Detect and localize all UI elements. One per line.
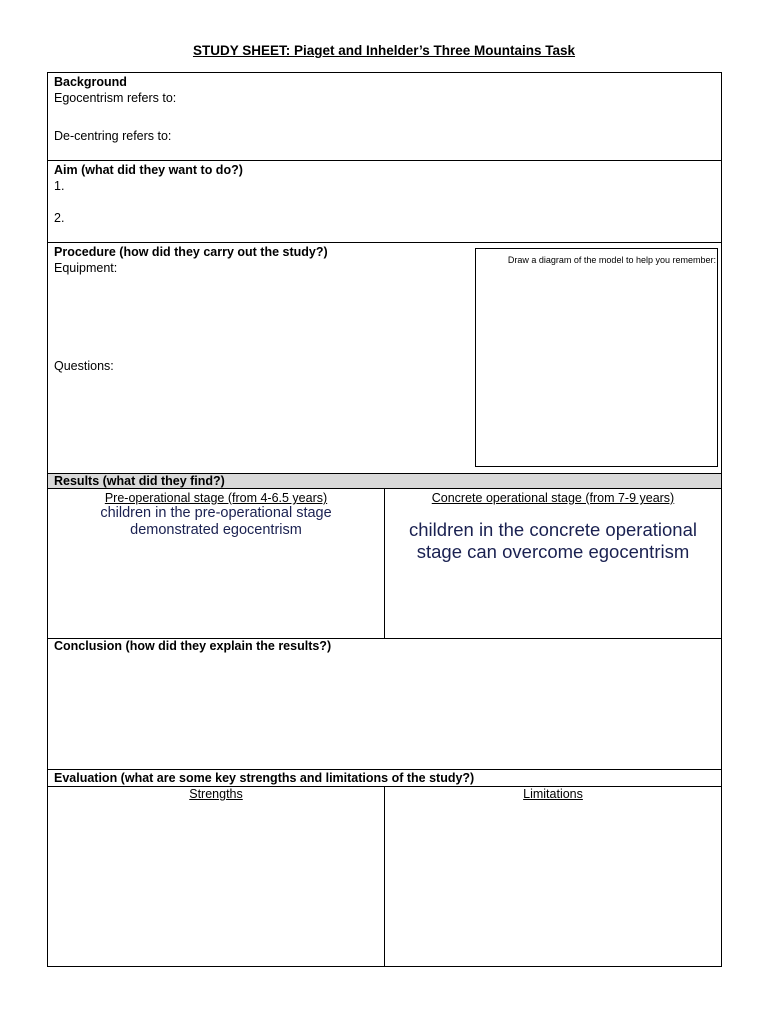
results-section xyxy=(47,473,722,639)
background-section xyxy=(47,72,722,161)
aim-heading: Aim (what did they want to do?) xyxy=(54,163,243,177)
aim-item-2: 2. xyxy=(54,211,65,225)
concrete-operational-heading: Concrete operational stage (from 7-9 years) xyxy=(431,491,675,505)
limitations-heading: Limitations xyxy=(523,787,583,801)
egocentrism-label: Egocentrism refers to: xyxy=(54,91,177,105)
procedure-heading: Procedure (how did they carry out the study?) xyxy=(54,245,328,259)
strengths-heading: Strengths xyxy=(189,787,243,801)
page-title: STUDY SHEET: Piaget and Inhelder’s Three Mountains Task xyxy=(192,43,576,58)
preoperational-cell xyxy=(48,489,385,639)
conclusion-section xyxy=(47,638,722,770)
results-heading: Results (what did they find?) xyxy=(48,474,721,489)
concrete-operational-cell xyxy=(385,489,721,639)
concrete-operational-answer: children in the concrete operational stage can overcome egocentrism xyxy=(409,519,697,562)
diagram-prompt: Draw a diagram of the model to help you remember: xyxy=(507,255,716,265)
procedure-section xyxy=(47,242,722,474)
aim-item-1: 1. xyxy=(54,179,65,193)
preoperational-answer: children in the pre-operational stage demonstrated egocentrism xyxy=(100,505,332,538)
diagram-box xyxy=(475,248,718,467)
conclusion-heading: Conclusion (how did they explain the results?) xyxy=(54,639,332,653)
background-heading: Background xyxy=(54,75,127,89)
questions-label: Questions: xyxy=(54,359,114,373)
aim-section xyxy=(47,160,722,243)
strengths-cell xyxy=(48,787,385,966)
evaluation-heading: Evaluation (what are some key strengths and limitations of the study?) xyxy=(48,770,721,787)
decentring-label: De-centring refers to: xyxy=(54,129,172,143)
evaluation-section xyxy=(47,769,722,967)
preoperational-heading: Pre-operational stage (from 4-6.5 years) xyxy=(104,491,328,505)
limitations-cell xyxy=(385,787,721,966)
equipment-label: Equipment: xyxy=(54,261,118,275)
